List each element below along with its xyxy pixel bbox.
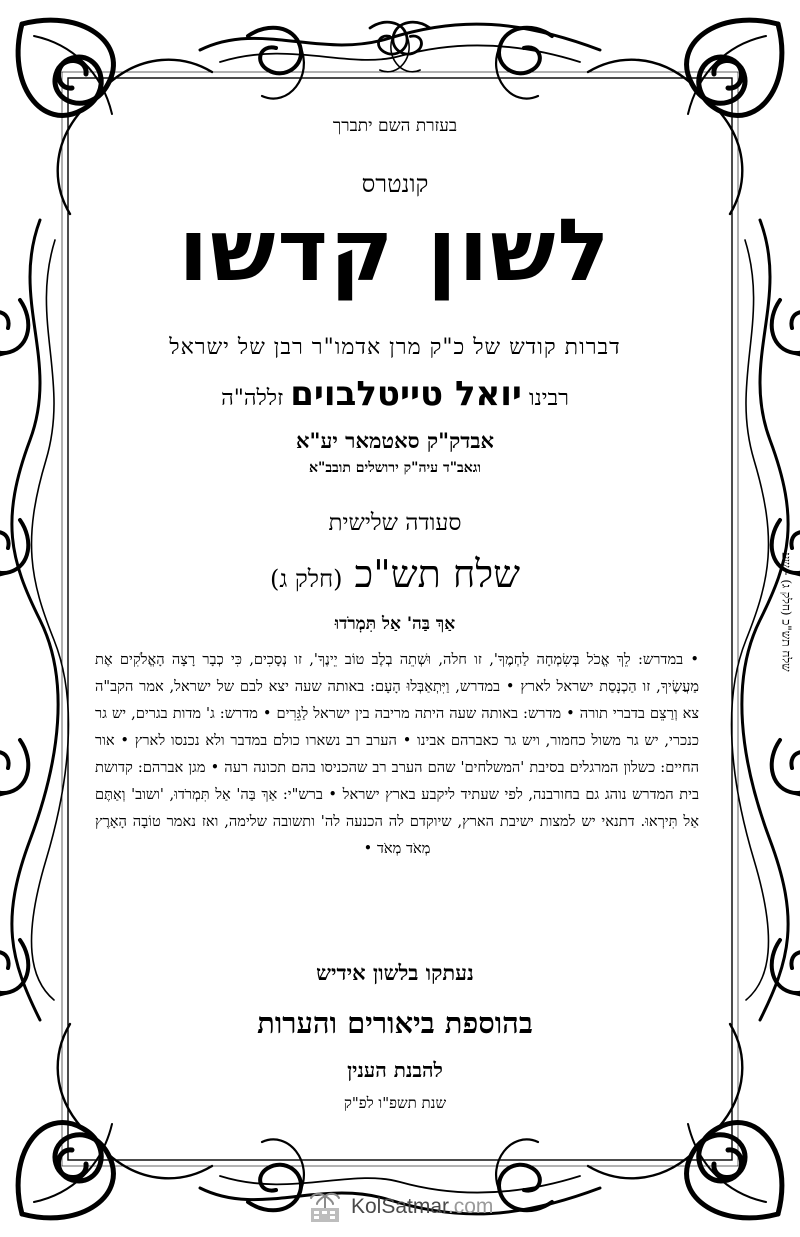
vegab-line: וגאב"ד עיה"ק ירושלים תובב"א — [309, 460, 481, 476]
kuntres-label: קונטרס — [361, 170, 429, 198]
logo-text — [351, 1195, 493, 1219]
addition-line: בהוספת ביאורים והערות — [257, 1006, 533, 1040]
year-line: שנת תשפ"ו לפ"ק — [343, 1094, 447, 1112]
seuda-heading: סעודה שלישית — [328, 510, 462, 536]
rebbe-prefix: רבינו — [528, 386, 569, 411]
parsha-name: שלח תש"כ — [354, 552, 521, 596]
side-running-title: שלח תש"כ (חלק ג) - שע — [779, 552, 794, 672]
summary-paragraph: • במדרש: לֵךְ אֱכֹל בְּשִׂמְחָה לַחְמֶךָ', זו חלה, וּשְׁתֵה בְלֶב טוֹב יֵינֶךָ', זו נְסָכִים, כִּי כְבָר רָצָה הָאֱלֹקִים אֶת מַעֲשֶׂיךָ, זו הַכְנָסַת ישראל לארץ • במדרש, וַיִּתְאַבְּלוּ הָעָם: באותה שעה יצא לבם של ישראל, אמר הקב"ה צא וְרַצֵם בדברי תורה • מדרש: באותה שעה היתה מריבה בין ישראל לַגֵּרִים • מדרש: ג' מדות בגרים, יש גר כנכרי, יש גר משול כחמור, ויש גר כאברהם אבינו • הערב רב נשארו כולם במדבר ולא נכנסו לארץ • אור החיים: כשלון המרגלים בסיבת 'המשלחים' שהם הערב רב שהכניסו בהם תכונה רעה • מגן אברהם: קדושת בית המדרש נוהג גם בחורבנה, לפי שעתיד ליקבע בארץ ישראל • ברש"י: אַךְ בַּה' אַל תִּמְרֹדוּ, 'ושוב' וְאַתֶּם אַל תִּירְאוּ. דתנאי יש למצות ישיבת הארץ, שיוקדם לה הכנעה לה' ותשובה שלימה, ואז נאמר טוֹבָה הָאָרֶץ מְאֹד מְאֹד • — [95, 651, 699, 857]
abd-line: אבדק"ק סאטמאר יע"א — [296, 428, 494, 453]
rebbe-suffix: זללה"ה — [221, 386, 284, 411]
blessing-heading: בעזרת השם יתברך — [332, 116, 458, 136]
understanding-line: להבנת הענין — [347, 1058, 443, 1082]
parsha-title — [95, 552, 695, 597]
verse-heading: אַךְ בַּה' אַל תִּמְרֹדוּ — [334, 614, 456, 634]
subtitle: דברות קודש של כ"ק מרן אדמו"ר רבן של ישראל — [169, 335, 621, 360]
rebbe-name: יואל טייטלבוים — [290, 374, 522, 414]
translated-line: נעתקו בלשון אידיש — [316, 960, 474, 985]
logo-domain: .com — [447, 1195, 494, 1218]
main-title: לשון קדשו — [178, 201, 612, 301]
parsha-part: (חלק ג) — [269, 565, 343, 593]
palm-tree-building-icon — [305, 1190, 345, 1224]
logo-name: KolSatmar — [351, 1195, 448, 1218]
kolsatmar-logo[interactable] — [305, 1190, 493, 1224]
rebbe-line — [95, 374, 695, 414]
